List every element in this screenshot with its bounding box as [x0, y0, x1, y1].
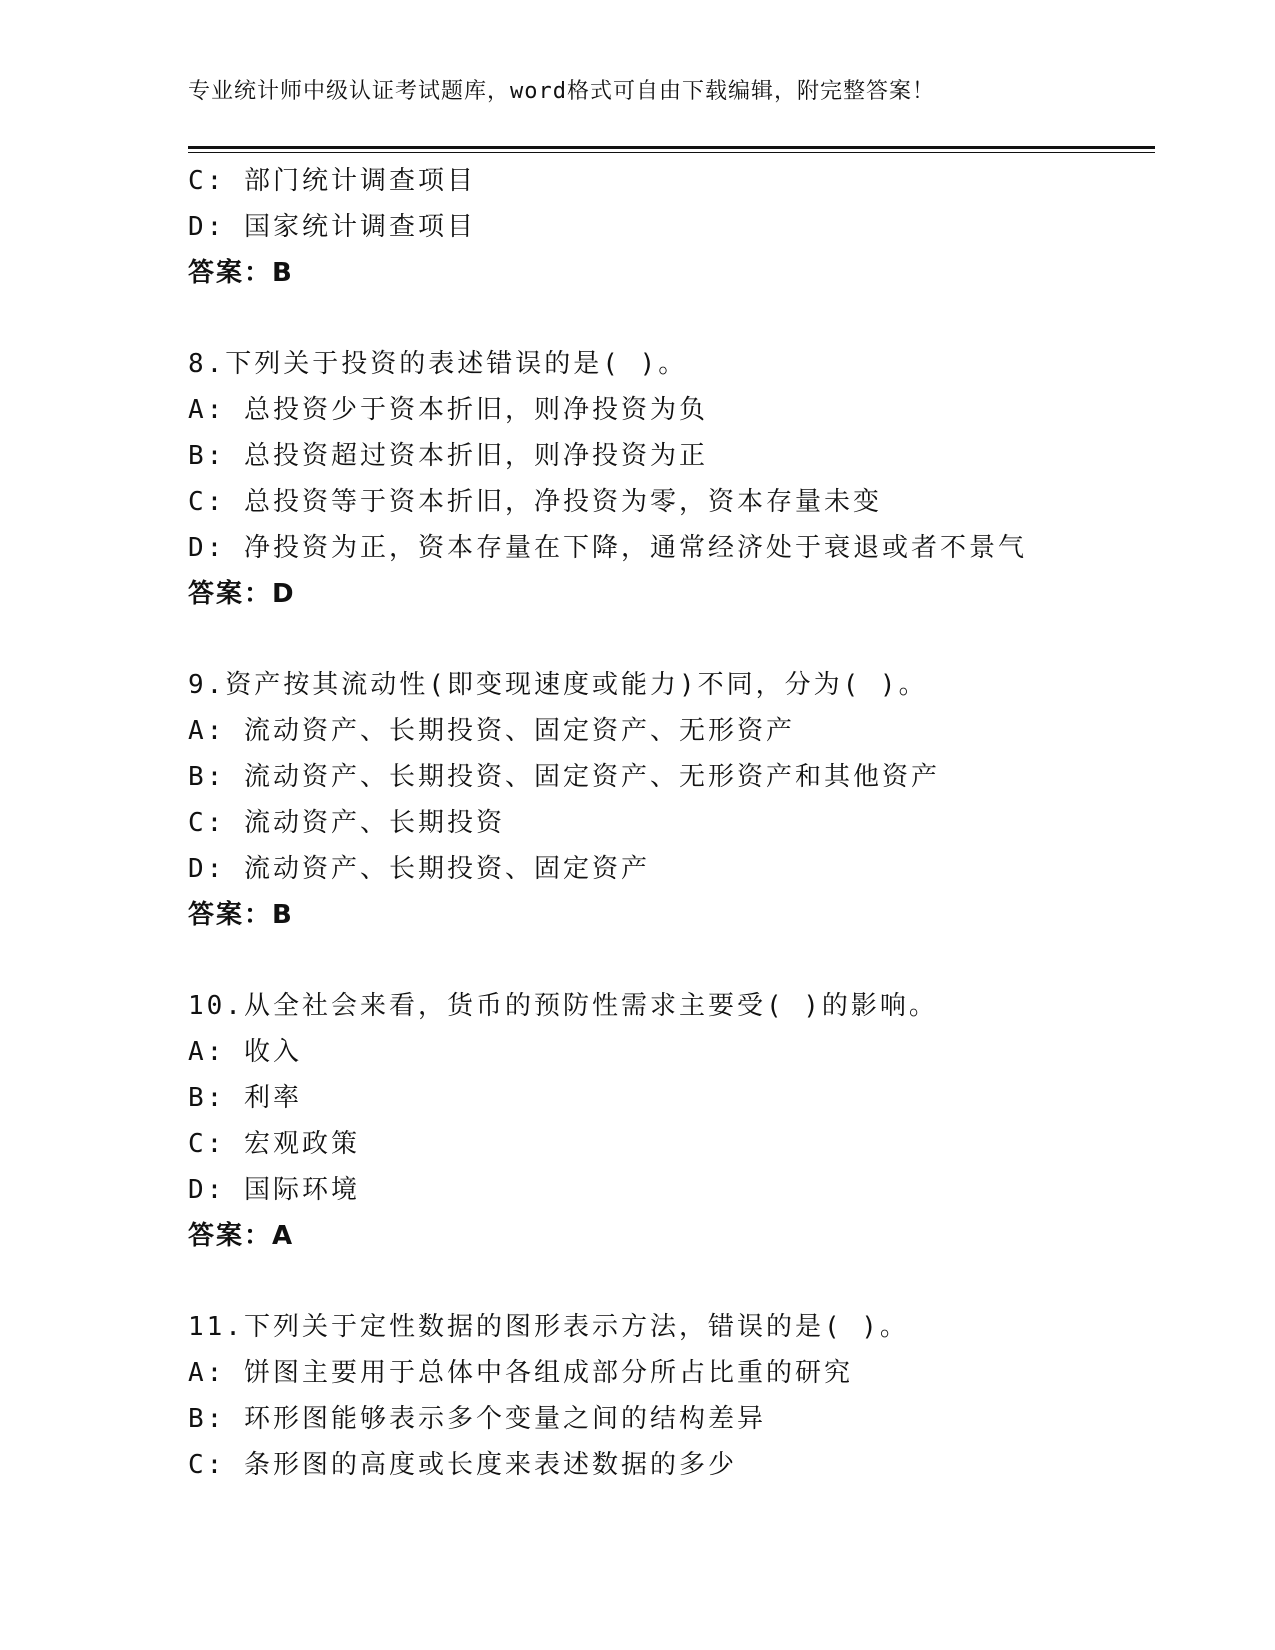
page-header: 专业统计师中级认证考试题库，word格式可自由下载编辑，附完整答案！ — [188, 79, 935, 104]
option-a: A: 收入 — [188, 1037, 302, 1067]
option-c: C: 部门统计调查项目 — [188, 166, 476, 196]
option-a: A: 总投资少于资本折旧，则净投资为负 — [188, 395, 708, 425]
question-block-11 — [188, 1304, 1168, 1488]
option-d: D: 国家统计调查项目 — [188, 212, 476, 242]
option-b: B: 流动资产、长期投资、固定资产、无形资产和其他资产 — [188, 762, 940, 792]
option-a: A: 流动资产、长期投资、固定资产、无形资产 — [188, 716, 795, 746]
question-stem: 11.下列关于定性数据的图形表示方法，错误的是( )。 — [188, 1312, 909, 1342]
option-c: C: 宏观政策 — [188, 1129, 360, 1159]
option-b: B: 环形图能够表示多个变量之间的结构差异 — [188, 1404, 766, 1434]
option-d: D: 流动资产、长期投资、固定资产 — [188, 854, 650, 884]
question-block-9 — [188, 662, 1168, 938]
question-content — [188, 158, 1168, 1488]
header-divider-thin — [188, 152, 1155, 153]
option-b: B: 利率 — [188, 1083, 302, 1113]
option-c: C: 流动资产、长期投资 — [188, 808, 505, 838]
header-divider-thick — [188, 146, 1155, 149]
question-stem: 10.从全社会来看，货币的预防性需求主要受( )的影响。 — [188, 991, 938, 1021]
spacer — [188, 938, 1168, 983]
answer-line: 答案：A — [188, 1221, 295, 1251]
option-a: A: 饼图主要用于总体中各组成部分所占比重的研究 — [188, 1358, 853, 1388]
question-stem: 8.下列关于投资的表述错误的是( )。 — [188, 349, 688, 379]
option-b: B: 总投资超过资本折旧，则净投资为正 — [188, 441, 708, 471]
option-d: D: 净投资为正，资本存量在下降，通常经济处于衰退或者不景气 — [188, 533, 1027, 563]
answer-line: 答案：B — [188, 900, 294, 930]
question-block-10 — [188, 983, 1168, 1259]
spacer — [188, 617, 1168, 662]
question-stem: 9.资产按其流动性(即变现速度或能力)不同，分为( )。 — [188, 670, 928, 700]
answer-line: 答案：B — [188, 258, 294, 288]
option-d: D: 国际环境 — [188, 1175, 360, 1205]
spacer — [188, 296, 1168, 341]
question-block-8 — [188, 341, 1168, 617]
option-c: C: 总投资等于资本折旧，净投资为零，资本存量未变 — [188, 487, 882, 517]
spacer — [188, 1259, 1168, 1304]
option-c: C: 条形图的高度或长度来表述数据的多少 — [188, 1450, 737, 1480]
answer-line: 答案：D — [188, 579, 296, 609]
